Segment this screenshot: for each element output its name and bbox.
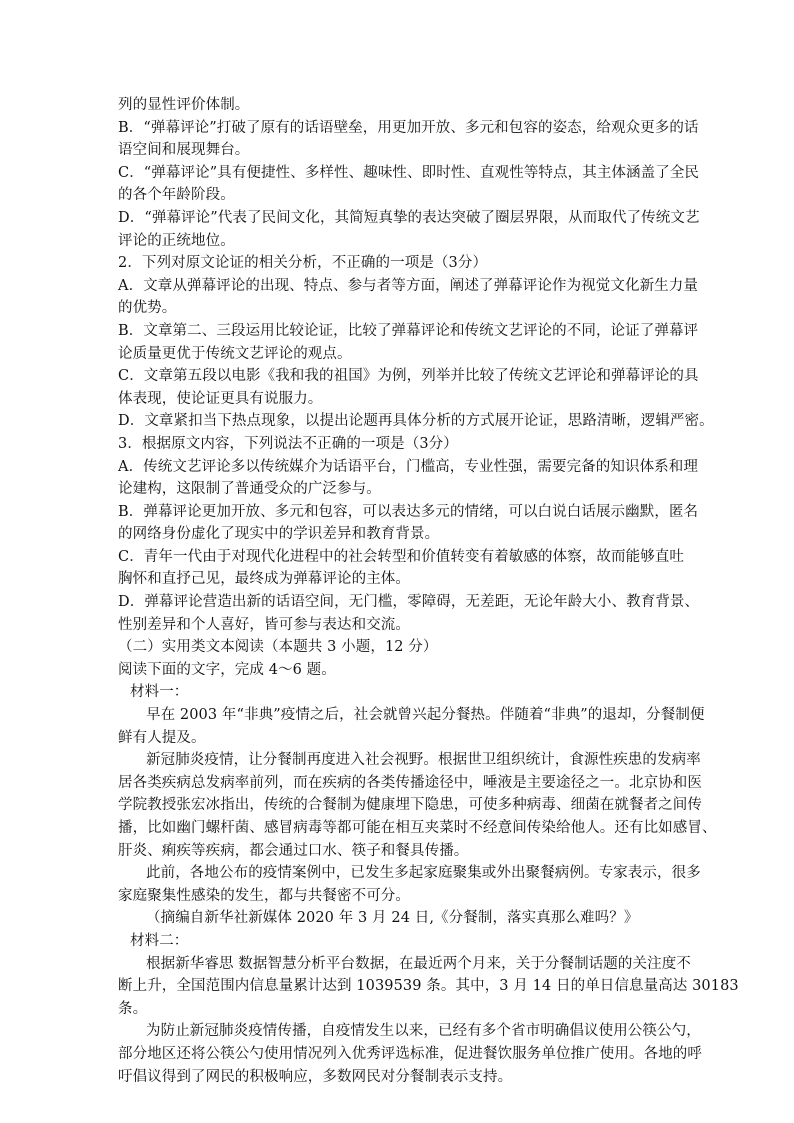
text-line: 列的显性评价体制。 <box>118 97 250 113</box>
option-c-line: C．“弹幕评论”具有便捷性、多样性、趣味性、即时性、直观性等特点，其主体涵盖了全民 <box>118 164 700 181</box>
paragraph-line: 鲜有人提及。 <box>118 729 206 746</box>
question-3: 3．根据原文内容，下列说法不正确的一项是（3分） <box>118 435 458 452</box>
paragraph-line: 肝炎、痢疾等疾病，都会通过口水、筷子和餐具传播。 <box>118 842 469 859</box>
option-c-line: C．文章第五段以电影《我和我的祖国》为例，列举并比较了传统文艺评论和弹幕评论的具 <box>118 368 699 385</box>
text-line: 胸怀和直抒己见，最终成为弹幕评论的主体。 <box>118 571 410 588</box>
question-2: 2．下列对原文论证的相关分析，不正确的一项是（3分） <box>118 255 488 272</box>
text-line: 论建构，这限制了普通受众的广泛参与。 <box>118 481 381 498</box>
paragraph-line: 播，比如幽门螺杆菌、感冒病毒等都可能在相互夹菜时不经意间传染给他人。还有比如感冒、 <box>118 820 717 836</box>
text-line: 性别差异和个人喜好，皆可参与表达和交流。 <box>118 616 410 633</box>
text-line: 的优势。 <box>118 300 177 317</box>
paragraph-line: 为防止新冠肺炎疫情传播，自疫情发生以来，已经有多个省市明确倡议使用公筷公勺， <box>146 1023 701 1040</box>
paragraph-line: 家庭聚集性感染的发生，都与共餐密不可分。 <box>118 887 410 904</box>
paragraph-line: 居各类疾病总发病率前列，而在疾病的各类传播途径中，唾液是主要途径之一。北京协和医 <box>118 774 702 791</box>
option-a-line: A．传统文艺评论多以传统媒介为话语平台，门槛高，专业性强，需要完备的知识体系和理 <box>118 458 698 475</box>
option-b-line: B．文章第二、三段运用比较论证，比较了弹幕评论和传统文艺评论的不同，论证了弹幕评 <box>118 322 699 339</box>
text-line: 体表现，使论证更具有说服力。 <box>118 390 323 407</box>
text-line: 评论的正统地位。 <box>118 232 235 249</box>
paragraph-line: 早在 2003 年“非典”疫情之后，社会就曾兴起分餐热。伴随着“非典”的退却，分餐制便 <box>146 707 705 724</box>
text-line: 语空间和展现舞台。 <box>118 142 250 159</box>
option-a-line: A．文章从弹幕评论的出现、特点、参与者等方面，阐述了弹幕评论作为视觉文化新生力量 <box>118 277 698 294</box>
paragraph-line: 部分地区还将公筷公勺使用情况列入优秀评选标准，促进餐饮服务单位推广使用。各地的呼 <box>118 1045 702 1062</box>
option-d-line: D．弹幕评论营造出新的话语空间，无门槛，零障碍，无差距，无论年龄大小、教育背景、 <box>118 594 700 611</box>
option-d-line: D．“弹幕评论”代表了民间文化，其简短真挚的表达突破了圈层界限，从而取代了传统文艺 <box>118 209 700 226</box>
material-2-label: 材料二： <box>130 932 189 949</box>
paragraph-line: 学院教授张宏冰指出，传统的合餐制为健康埋下隐患，可使多种病毒、细菌在就餐者之间传 <box>118 797 702 814</box>
section-heading: （二）实用类文本阅读（本题共 3 小题，12 分） <box>118 639 438 656</box>
paragraph-line: 条。 <box>118 1000 148 1017</box>
option-d-line: D．文章紧扣当下热点现象，以提出论题再具体分析的方式展开论证，思路清晰，逻辑严密。 <box>118 413 714 430</box>
document-page <box>118 94 739 1088</box>
option-c-line: C．青年一代由于对现代化进程中的社会转型和价值转变有着敏感的体察，故而能够直吐 <box>118 548 684 565</box>
instruction-line: 阅读下面的文字，完成 4～6 题。 <box>118 661 336 678</box>
paragraph-line: 断上升，全国范围内信息量累计达到 1039539 条。其中，3 月 14 日的单日信息量高达 30183 <box>118 978 739 995</box>
paragraph-line: 新冠肺炎疫情，让分餐制再度进入社会视野。根据世卫组织统计，食源性疾患的发病率 <box>146 752 701 769</box>
paragraph-line: 此前，各地公布的疫情案例中，已发生多起家庭聚集或外出聚餐病例。专家表示，很多 <box>146 865 701 882</box>
text-line: 的各个年龄阶段。 <box>118 187 235 204</box>
source-citation: （摘编自新华社新媒体 2020 年 3 月 24 日,《分餐制，落实真那么难吗？》 <box>146 910 639 927</box>
paragraph-line: 根据新华睿思 数据智慧分析平台数据，在最近两个月来，关于分餐制话题的关注度不 <box>146 955 691 972</box>
paragraph-line: 吁倡议得到了网民的积极响应，多数网民对分餐制表示支持。 <box>118 1068 513 1085</box>
option-b-line: B．弹幕评论更加开放、多元和包容，可以表达多元的情绪，可以白说白话展示幽默，匿名 <box>118 503 699 520</box>
text-line: 论质量更优于传统文艺评论的观点。 <box>118 345 352 362</box>
material-1-label: 材料一： <box>130 684 189 701</box>
text-line: 的网络身份虚化了现实中的学识差异和教育背景。 <box>118 526 440 543</box>
option-b-line: B．“弹幕评论”打破了原有的话语壁垒，用更加开放、多元和包容的姿态，给观众更多的话 <box>118 119 699 136</box>
